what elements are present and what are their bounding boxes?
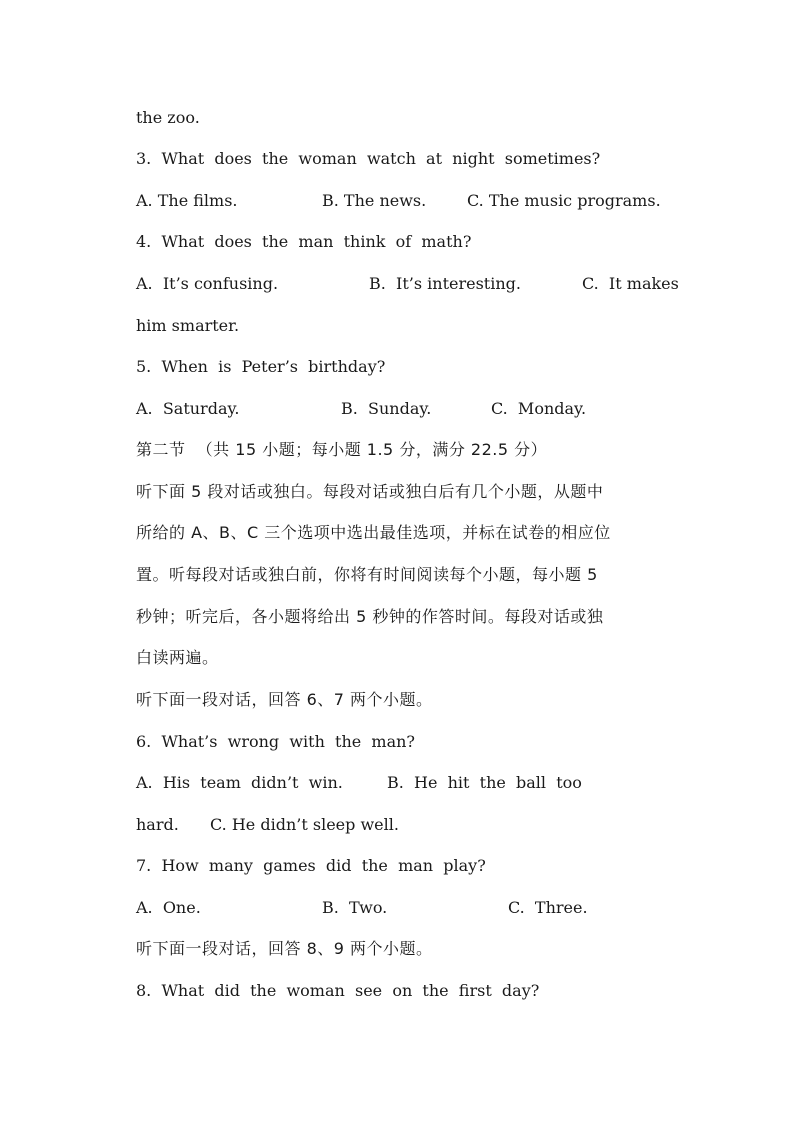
- question-4-option-c-continued: him smarter.: [136, 316, 240, 335]
- instruction-line-2: 所给的 A、B、C 三个选项中选出最佳选项，并标在试卷的相应位: [136, 523, 611, 542]
- option-a: A. Saturday.: [136, 399, 240, 418]
- question-5-options: [136, 399, 586, 419]
- option-a: A. One.: [136, 898, 201, 917]
- dialog-6-7-instruction: 听下面一段对话，回答 6、7 两个小题。: [136, 690, 433, 709]
- instruction-line-3: 置。听每段对话或独白前，你将有时间阅读每个小题，每小题 5: [136, 565, 598, 584]
- question-4-options: [136, 274, 679, 294]
- option-a: A. The films.: [136, 191, 238, 210]
- question-3: 3. What does the woman watch at night sometimes?: [136, 149, 601, 168]
- option-b-continued: hard.: [136, 815, 179, 834]
- instruction-line-1: 听下面 5 段对话或独白。每段对话或独白后有几个小题，从题中: [136, 482, 604, 501]
- question-6: 6. What’s wrong with the man?: [136, 732, 416, 751]
- question-5: 5. When is Peter’s birthday?: [136, 357, 386, 376]
- option-a: A. His team didn’t win.: [136, 773, 343, 792]
- question-4: 4. What does the man think of math?: [136, 232, 472, 251]
- text-line-continued: the zoo.: [136, 108, 200, 127]
- option-b: B. He hit the ball too: [387, 773, 582, 792]
- option-b: B. Two.: [322, 898, 388, 917]
- question-6-options: [136, 773, 582, 793]
- option-c: C. He didn’t sleep well.: [210, 815, 399, 834]
- question-8: 8. What did the woman see on the first day?: [136, 981, 540, 1000]
- section-2-heading: 第二节 （共 15 小题；每小题 1.5 分，满分 22.5 分）: [136, 440, 548, 459]
- option-c: C. It makes: [582, 274, 679, 293]
- option-c: C. The music programs.: [467, 191, 661, 210]
- instruction-line-5: 白读两遍。: [136, 648, 219, 667]
- question-7-options: [136, 898, 588, 918]
- option-a: A. It’s confusing.: [136, 274, 279, 293]
- question-3-options: [136, 191, 661, 211]
- instruction-line-4: 秒钟；听完后，各小题将给出 5 秒钟的作答时间。每段对话或独: [136, 607, 604, 626]
- dialog-8-9-instruction: 听下面一段对话，回答 8、9 两个小题。: [136, 939, 433, 958]
- question-7: 7. How many games did the man play?: [136, 856, 486, 875]
- option-b: B. It’s interesting.: [369, 274, 521, 293]
- question-6-options-continued: [136, 815, 399, 835]
- option-b: B. Sunday.: [341, 399, 432, 418]
- option-c: C. Three.: [508, 898, 588, 917]
- option-c: C. Monday.: [491, 399, 587, 418]
- option-b: B. The news.: [322, 191, 427, 210]
